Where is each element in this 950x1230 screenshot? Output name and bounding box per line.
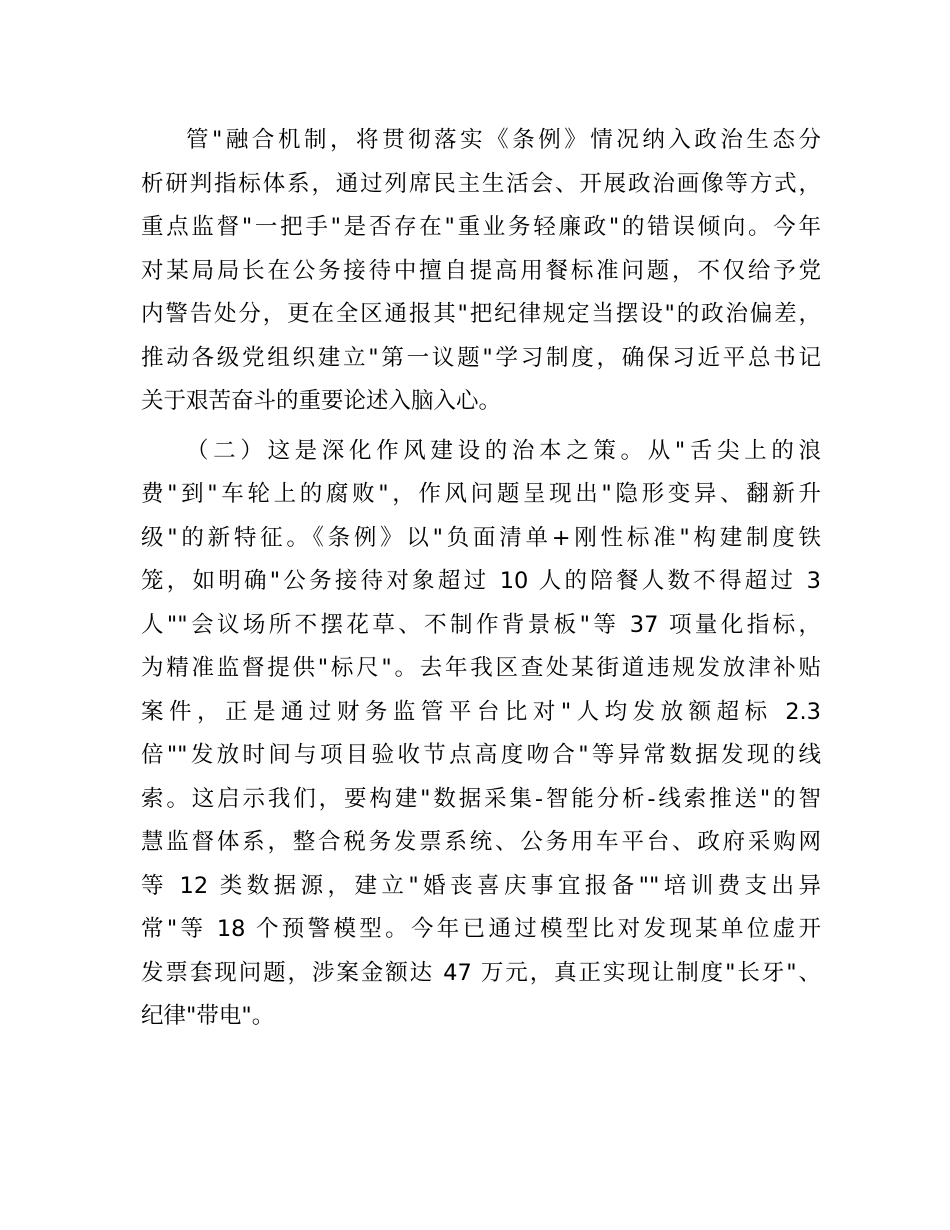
text-line: 管"融合机制，将贯彻落实《条例》情况纳入政治生态分 [186, 127, 821, 153]
text-line: 析研判指标体系，通过列席民主生活会、开展政治画像等方式， [141, 170, 821, 197]
text-line: 案件，正是通过财务监管平台比对"人均发放额超标 2.3 [141, 698, 821, 725]
document-body [141, 119, 821, 1039]
paragraph [141, 119, 821, 424]
text-line: 推动各级党组织建立"第一议题"学习制度，确保习近平总书记 [141, 344, 821, 371]
text-line: 人""会议场所不摆花草、不制作背景板"等 37 项量化指标， [141, 611, 821, 638]
text-line: 索。这启示我们，要构建"数据采集-智能分析-线索推送"的智 [141, 785, 821, 812]
text-line: 费"到"车轮上的腐败"，作风问题呈现出"隐形变异、翻新升 [141, 481, 821, 507]
text-line: 常"等 18 个预警模型。今年已通过模型比对发现某单位虚开 [141, 916, 821, 942]
text-line: 内警告处分，更在全区通报其"把纪律规定当摆设"的政治偏差， [141, 301, 821, 327]
paragraph [141, 430, 821, 1039]
text-line: 对某局局长在公务接待中擅自提高用餐标准问题，不仅给予党 [141, 257, 821, 284]
text-line: 为精准监督提供"标尺"。去年我区查处某街道违规发放津补贴 [141, 655, 821, 681]
text-line: 发票套现问题，涉案金额达 47 万元，真正实现让制度"长牙"、 [141, 959, 821, 986]
text-line: 关于艰苦奋斗的重要论述入脑入心。 [141, 388, 502, 414]
text-line: （二）这是深化作风建设的治本之策。从"舌尖上的浪 [186, 437, 821, 464]
text-line: 纪律"带电"。 [141, 1003, 275, 1029]
text-line: 等 12 类数据源，建立"婚丧喜庆事宜报备""培训费支出异 [141, 872, 821, 899]
text-line: 重点监督"一把手"是否存在"重业务轻廉政"的错误倾向。今年 [141, 214, 821, 240]
text-line: 倍""发放时间与项目验收节点高度吻合"等异常数据发现的线 [141, 742, 821, 768]
text-line: 级"的新特征。《条例》以"负面清单+刚性标准"构建制度铁 [141, 524, 821, 551]
text-line: 笼，如明确"公务接待对象超过 10 人的陪餐人数不得超过 3 [141, 568, 821, 594]
text-line: 慧监督体系，整合税务发票系统、公务用车平台、政府采购网 [141, 829, 821, 855]
